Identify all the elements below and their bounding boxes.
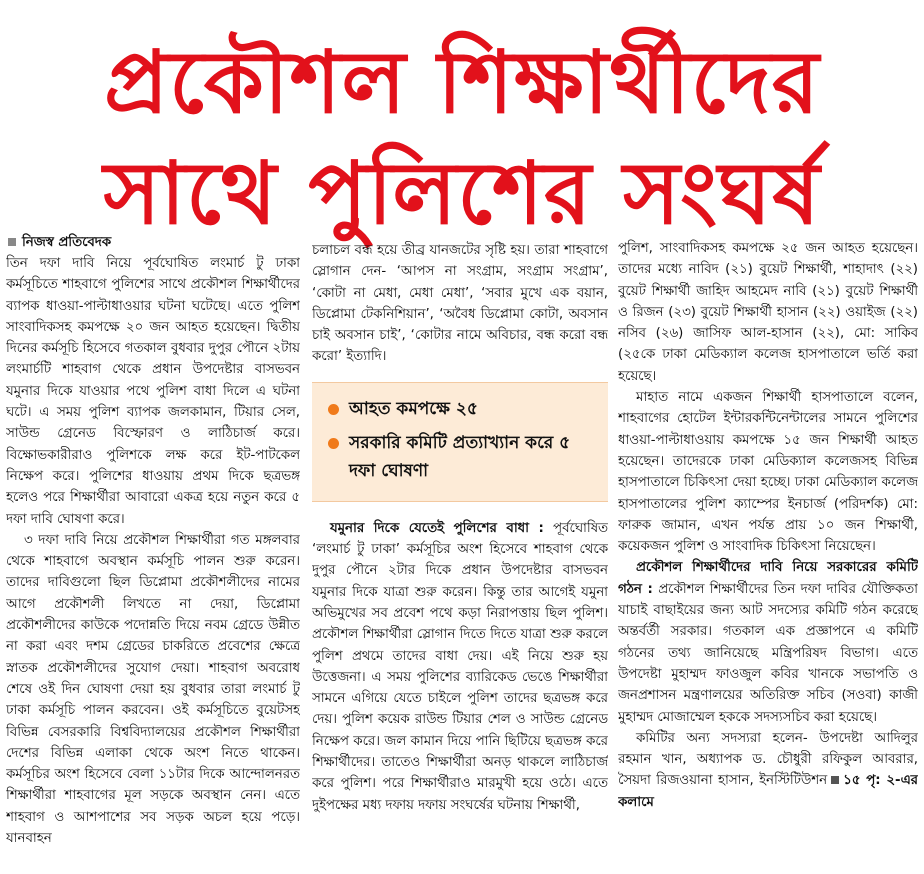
highlight-item bbox=[322, 395, 598, 423]
highlight-text: সরকারি কমিটি প্রত্যাখ্যান করে ৫ দফা ঘোষণা bbox=[349, 432, 571, 481]
bullet-square-icon bbox=[831, 776, 839, 784]
paragraph bbox=[618, 557, 918, 727]
subheading: প্রকৌশল শিক্ষার্থীদের দাবি নিয়ে সরকারের কমিটি গঠন : bbox=[618, 560, 918, 597]
headline bbox=[0, 27, 924, 249]
byline-text: নিজস্ব প্রতিবেদক bbox=[22, 235, 112, 250]
paragraph-text: কমিটির অন্য সদস্যরা হলেন- উপদেষ্টা আদিলুর রহমান খান, অধ্যাপক ড. চৌধুরী রফিকুল আবরার, সৈয়দা রিজওয়ানা হাসান, ইনস্টিটিউশন bbox=[618, 730, 918, 789]
continuation-text: ১৫ পৃ: ২-এর কলামে bbox=[618, 773, 918, 810]
paragraph-text: পূর্বঘোষিত ‘লংমার্চ টু ঢাকা’ কর্মসূচির অংশ হিসেবে শাহবাগ থেকে দুপুর পৌনে ২টার দিকে প্রধান উপদেষ্টার বাসভবন যমুনার দিকে যাত্রা শুরু করেন। কিন্তু তার আগেই যমুনা অভিমুখের সব প্রবেশ পথে কড়া নিরাপত্তায় ছিল পুলিশ। প্রকৌশল শিক্ষার্থীরা স্লোগান দিতে দিতে যাত্রা শুরু করলে পুলিশ প্রথমে তাদের বাধা দেয়। এই নিয়ে শুরু হয় উত্তেজনা। এ সময় পুলিশের ব্যারিকেড ভেঙে শিক্ষার্থীরা সামনে এগিয়ে যেতে চাইলে পুলিশ তাদের ছত্রভঙ্গ করে দেয়। পুলিশ কয়েক রাউন্ড টিয়ার শেল ও সাউন্ড গ্রেনেড নিক্ষেপ করে। জল কামান দিয়ে পানি ছিটিয়ে ছত্রভঙ্গ করে শিক্ষার্থীদের। তাতেও শিক্ষার্থীরা অনড় থাকলে লাঠিচার্জ করে পুলিশ। পরে শিক্ষার্থীরাও মারমুখী হয়ে ওঠে। এতে দুইপক্ষের মধ্য দফায় দফায় সংঘর্ষের ঘটনায় শিক্ষার্থী, bbox=[312, 520, 608, 813]
highlight-text: আহত কমপক্ষে ২৫ bbox=[349, 398, 478, 419]
column-2 bbox=[312, 240, 608, 872]
headline-line-2: সাথে পুলিশের সংঘর্ষ bbox=[103, 144, 821, 245]
paragraph: তিন দফা দাবি নিয়ে পূর্বঘোষিত লংমার্চ টু ঢাকা কর্মসূচিতে শাহবাগে পুলিশের সাথে প্রকৌশল শিক্ষার্থীদের ব্যাপক ধাওয়া-পাল্টাধাওয়ার ঘটনা ঘটেছে। এতে পুলিশ সাংবাদিকসহ কমপক্ষে ২০ জন আহত হয়েছেন। দ্বিতীয় দিনের কর্মসূচি হিসেবে গতকাল বুধবার দুপুর পৌনে ২টায় লংমার্চটি শাহবাগ থেকে প্রধান উপদেষ্টার বাসভবন যমুনার দিকে যাওয়ার পথে পুলিশ বাধা দিলে এ ঘটনা ঘটে। এ সময় পুলিশ ব্যাপক জলকামান, টিয়ার সেল, সাউন্ড গ্রেনেড বিস্ফোরণ ও লাঠিচার্জ করে। বিক্ষোভকারীরাও পুলিশকে লক্ষ করে ইট-পাটকেল নিক্ষেপ করে। পুলিশের ধাওয়ায় প্রথম দিকে ছত্রভঙ্গ হলেও পরে শিক্ষার্থীরা আবারো একত্র হয়ে নতুন করে ৫ দফা দাবি ঘোষণা করে। bbox=[6, 256, 300, 527]
paragraph: ৩ দফা দাবি নিয়ে প্রকৌশল শিক্ষার্থীরা গত মঙ্গলবার থেকে শাহবাগে অবস্থান কর্মসূচি পালন শুরু করেন। তাদের দাবিগুলো ছিল ডিপ্লোমা প্রকৌশলীদের নামের আগে প্রকৌশলী লিখতে না দেয়া, ডিপ্লোমা প্রকৌশলীদের কাউকে পদোন্নতি দিয়ে নবম গ্রেডে উন্নীত না করা এবং দশম গ্রেডের চাকরিতে প্রবেশের ক্ষেত্রে স্নাতক প্রকৌশলীদের সুযোগ দেয়া। শাহবাগ অবরোধ শেষে ওই দিন ঘোষণা দেয়া হয় বুধবার তারা লংমার্চ টু ঢাকা কর্মসূচি পালন করবেন। ওই কর্মসূচিতে বুয়েটসহ বিভিন্ন বেসরকারি বিশ্ববিদ্যালয়ের প্রকৌশল শিক্ষার্থীরা দেশের বিভিন্ন এলাকা থেকে অংশ নিতে থাকেন। কর্মসূচির অংশ হিসেবে বেলা ১১টার দিকে আন্দোলনরত শিক্ষার্থীরা শাহবাগের মূল সড়কে অবস্থান নেন। এতে শাহবাগ ও আশপাশের সব সড়ক অচল হয়ে পড়ে। যানবাহন bbox=[6, 532, 300, 847]
highlight-item bbox=[322, 429, 598, 485]
paragraph: চলাচল বন্ধ হয়ে তীব্র যানজটের সৃষ্টি হয়। তারা শাহবাগে স্লোগান দেন- ‘আপস না সংগ্রাম, সংগ্রাম সংগ্রাম’, ‘কোটা না মেধা, মেধা মেধা’, ‘সবার মুখে এক বয়ান, ডিপ্লোমা টেকনিশিয়ান’, ‘অবৈধ ডিপ্লোমা কোটা, অবসান চাই অবসান চাই’, ‘কোটার নামে অবিচার, বন্ধ করো বন্ধ করো’ ইত্যাদি। bbox=[312, 243, 608, 365]
paragraph bbox=[312, 518, 608, 816]
column-3 bbox=[618, 238, 918, 872]
column-1 bbox=[6, 232, 300, 872]
paragraph: পুলিশ, সাংবাদিকসহ কমপক্ষে ২৫ জন আহত হয়েছেন। তাদের মধ্যে নাবিদ (২১) বুয়েট শিক্ষার্থী, শাহাদাৎ (২২) বুয়েট শিক্ষার্থী জাহিদ আহমেদ নাবি (২১) বুয়েট শিক্ষার্থী ও রিজন (২৩) বুয়েট শিক্ষার্থী হাসান (২২) ওয়াইজ (২২) নসিব (২৬) জাসিফ আল-হাসান (২২), মো: সাকিব (২৫কে ঢাকা মেডিক্যাল কলেজ হাসপাতালে ভর্তি করা হয়েছে। bbox=[618, 241, 918, 384]
headline-line-1: প্রকৌশল শিক্ষার্থীদের bbox=[104, 33, 820, 134]
paragraph bbox=[618, 728, 918, 813]
byline bbox=[6, 232, 300, 253]
highlight-box bbox=[312, 382, 608, 502]
paragraph-text: প্রকৌশল শিক্ষার্থীদের তিন দফা দাবির যৌক্তিকতা যাচাই বাছাইয়ের জন্য আট সদস্যের কমিটি গঠন করেছে অন্তর্বর্তী সরকার। গতকাল এক প্রজ্ঞাপনে এ কমিটি গঠনের তথ্য জানিয়েছে মন্ত্রিপরিষদ বিভাগ। এতে উপদেষ্টা মুহাম্মদ ফাওজুল কবির খানকে সভাপতি ও জনপ্রশাসন মন্ত্রণালয়ের অতিরিক্ত সচিব (সওবা) কাজী মুহাম্মদ মোজাম্মেল হককে সদস্যসচিব করা হয়েছে। bbox=[618, 581, 918, 725]
paragraph: মাহাত নামে একজন শিক্ষার্থী হাসপাতালে বলেন, শাহবাগের হোটেল ইন্টারকন্টিনেন্টালের সামনে পুলিশের ধাওয়া-পাল্টাধাওয়ায় কমপক্ষে ১৫ জন শিক্ষার্থী আহত হয়েছেন। তাদেরকে ঢাকা মেডিক্যাল কলেজসহ বিভিন্ন হাসপাতালে চিকিৎসা দেয়া হচ্ছে। ঢাকা মেডিক্যাল কলেজ হাসপাতালের পুলিশ ক্যাম্পের ইনচার্জ (পরিদর্শক) মো: ফারুক জামান, এখন পর্যন্ত প্রায় ১০ জন শিক্ষার্থী, কয়েকজন পুলিশ ও সাংবাদিক চিকিৎসা নিয়েছেন। bbox=[618, 390, 918, 555]
bullet-square-icon bbox=[8, 238, 16, 246]
subheading: যমুনার দিকে যেতেই পুলিশের বাধা : bbox=[330, 520, 544, 536]
bullet-circle-icon bbox=[328, 404, 339, 415]
bullet-circle-icon bbox=[328, 438, 339, 449]
